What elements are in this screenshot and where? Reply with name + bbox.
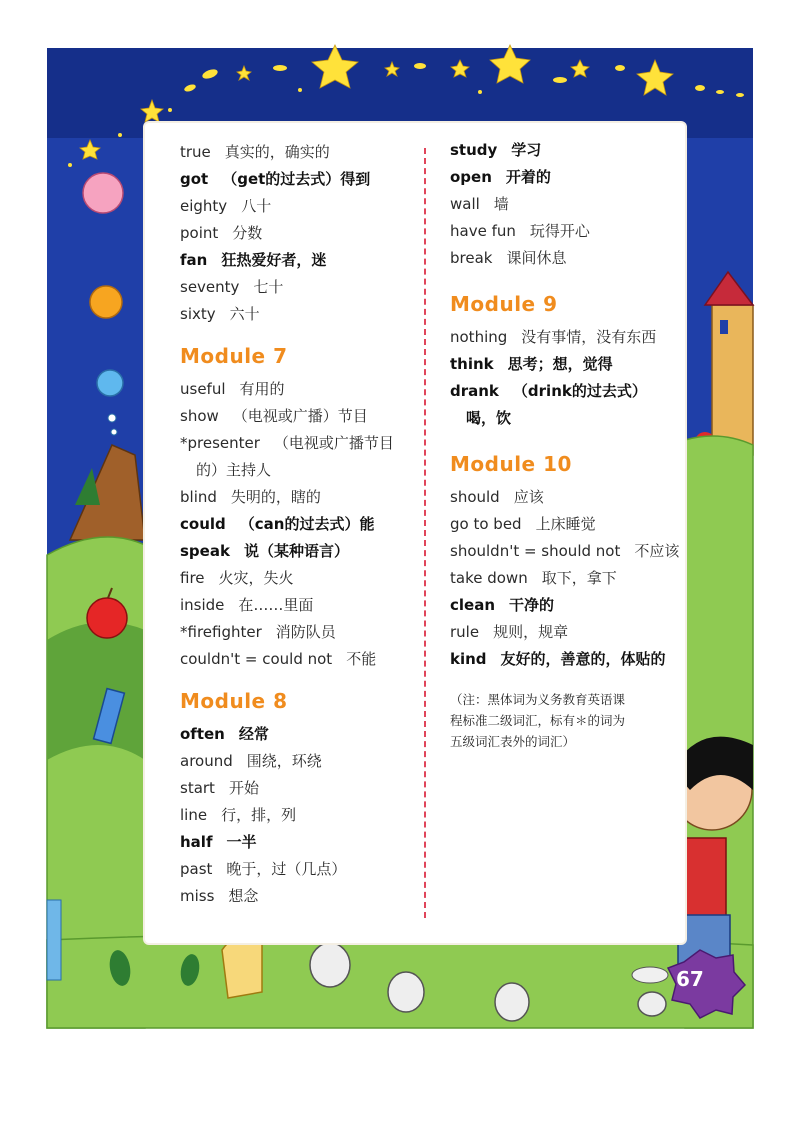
vocab-meaning: 有用的 bbox=[239, 380, 285, 398]
vocab-entry bbox=[180, 274, 420, 301]
vocab-entry bbox=[450, 619, 690, 646]
cheese-illustration bbox=[222, 934, 262, 998]
vocab-entry bbox=[450, 378, 690, 405]
vocab-entry bbox=[180, 511, 420, 538]
vocab-meaning: 学习 bbox=[511, 141, 542, 159]
vocab-word: true bbox=[180, 143, 211, 161]
vocab-entry bbox=[180, 646, 420, 673]
vocab-meaning: （drink的过去式） bbox=[512, 382, 647, 400]
vocab-meaning: 墙 bbox=[493, 195, 509, 213]
module-10-heading: Module 10 bbox=[450, 452, 572, 476]
vocab-meaning: 的）主持人 bbox=[196, 461, 272, 479]
vocab-meaning: 玩得开心 bbox=[529, 222, 590, 240]
vocab-entry bbox=[450, 565, 690, 592]
vocab-entry bbox=[180, 457, 420, 484]
vocab-word: rule bbox=[450, 623, 480, 641]
left-column bbox=[180, 139, 420, 910]
vocab-entry bbox=[450, 245, 690, 272]
vocab-entry bbox=[180, 721, 420, 748]
page-number: 67 bbox=[676, 967, 704, 991]
vocab-word: should bbox=[450, 488, 500, 506]
vocab-word: miss bbox=[180, 887, 215, 905]
apple bbox=[87, 598, 127, 638]
vocab-word: sixty bbox=[180, 305, 216, 323]
vocab-word: shouldn't = should not bbox=[450, 542, 621, 560]
vocab-word: blind bbox=[180, 488, 217, 506]
vocab-meaning: 六十 bbox=[229, 305, 260, 323]
vocab-word: seventy bbox=[180, 278, 240, 296]
vocab-entry bbox=[180, 565, 420, 592]
footnote-line: （注：黑体词为义务教育英语课 bbox=[450, 692, 626, 707]
footnote-line: 五级词汇表外的词汇） bbox=[450, 734, 576, 749]
vocab-meaning: 一半 bbox=[226, 833, 257, 851]
vocab-meaning: 分数 bbox=[232, 224, 263, 242]
vocab-meaning: 没有事情，没有东西 bbox=[521, 328, 657, 346]
vocab-meaning: 围绕，环绕 bbox=[246, 752, 322, 770]
vocab-meaning: 规则，规章 bbox=[493, 623, 569, 641]
vocab-entry bbox=[450, 351, 690, 378]
footnote bbox=[450, 689, 690, 752]
vocab-meaning: 应该 bbox=[513, 488, 544, 506]
vocab-word: couldn't = could not bbox=[180, 650, 333, 668]
vocab-entry bbox=[450, 646, 690, 673]
vocab-word: eighty bbox=[180, 197, 228, 215]
vocab-entry bbox=[180, 829, 420, 856]
vocab-meaning: 干净的 bbox=[509, 596, 555, 614]
vocab-meaning: 上床睡觉 bbox=[535, 515, 596, 533]
vocab-meaning: 课间休息 bbox=[506, 249, 567, 267]
vocab-word: show bbox=[180, 407, 219, 425]
vocab-meaning: 消防队员 bbox=[275, 623, 336, 641]
vocab-entry bbox=[180, 538, 420, 565]
vocab-meaning: 不应该 bbox=[634, 542, 680, 560]
vocab-meaning: 思考；想，觉得 bbox=[507, 355, 613, 373]
vocab-meaning: 行，排，列 bbox=[221, 806, 297, 824]
vocab-entry bbox=[180, 592, 420, 619]
vocab-meaning: 八十 bbox=[241, 197, 272, 215]
vocab-meaning: 想念 bbox=[228, 887, 259, 905]
vocab-meaning: 在……里面 bbox=[238, 596, 314, 614]
column-divider bbox=[424, 148, 426, 918]
vocab-entry bbox=[180, 619, 420, 646]
vocab-entry bbox=[450, 191, 690, 218]
vocab-meaning: 开始 bbox=[228, 779, 259, 797]
vocab-word: wall bbox=[450, 195, 480, 213]
vocab-word: nothing bbox=[450, 328, 508, 346]
vocab-word: could bbox=[180, 515, 226, 533]
vocab-word: past bbox=[180, 860, 213, 878]
vocab-meaning: （电视或广播节目 bbox=[273, 434, 394, 452]
vocab-entry bbox=[180, 220, 420, 247]
vocab-meaning: 失明的，瞎的 bbox=[230, 488, 321, 506]
vocab-entry bbox=[450, 511, 690, 538]
vocab-meaning: 经常 bbox=[238, 725, 269, 743]
module-7-entries bbox=[180, 376, 420, 673]
vocab-word: take down bbox=[450, 569, 528, 587]
vocab-word: clean bbox=[450, 596, 496, 614]
vocab-word: go to bed bbox=[450, 515, 522, 533]
vocab-meaning: （get的过去式）得到 bbox=[222, 170, 371, 188]
module-7-heading: Module 7 bbox=[180, 344, 288, 368]
module-8-entries bbox=[180, 721, 420, 910]
vocab-meaning: 开着的 bbox=[505, 168, 551, 186]
module-10-entries bbox=[450, 484, 690, 673]
vocab-entry bbox=[180, 193, 420, 220]
vocab-entry bbox=[450, 592, 690, 619]
castle-tower bbox=[705, 272, 753, 455]
vocab-meaning: （can的过去式）能 bbox=[239, 515, 375, 533]
vocab-word: kind bbox=[450, 650, 487, 668]
vocab-entry bbox=[450, 538, 690, 565]
vocab-word: *presenter bbox=[180, 434, 260, 452]
vocab-entry bbox=[450, 164, 690, 191]
vocab-entry bbox=[180, 484, 420, 511]
vocab-entry bbox=[180, 883, 420, 910]
vocab-word: useful bbox=[180, 380, 226, 398]
vocab-meaning: 说（某种语言） bbox=[243, 542, 349, 560]
vocab-entry bbox=[180, 139, 420, 166]
vocab-word: fan bbox=[180, 251, 208, 269]
vocab-entry bbox=[180, 748, 420, 775]
vocab-word: line bbox=[180, 806, 208, 824]
vocab-meaning: 喝，饮 bbox=[466, 409, 512, 427]
vocab-meaning: 友好的，善意的，体贴的 bbox=[500, 650, 666, 668]
vocab-meaning: 火灾，失火 bbox=[218, 569, 294, 587]
vocab-meaning: （电视或广播）节目 bbox=[232, 407, 368, 425]
vocab-word: study bbox=[450, 141, 498, 159]
vocab-word: around bbox=[180, 752, 233, 770]
vocab-word: start bbox=[180, 779, 215, 797]
vocab-entry bbox=[180, 403, 420, 430]
right-column bbox=[450, 137, 690, 752]
left-top-entries bbox=[180, 139, 420, 328]
vocab-entry bbox=[450, 324, 690, 351]
vocab-meaning: 不能 bbox=[346, 650, 377, 668]
vocab-meaning: 真实的，确实的 bbox=[224, 143, 330, 161]
vocab-entry bbox=[180, 376, 420, 403]
vocab-meaning: 七十 bbox=[253, 278, 284, 296]
vocab-word: drank bbox=[450, 382, 499, 400]
footnote-line: 程标准二级词汇，标有＊的词为 bbox=[450, 713, 626, 728]
vocab-word: inside bbox=[180, 596, 225, 614]
vocab-word: *firefighter bbox=[180, 623, 262, 641]
vocab-entry bbox=[180, 166, 420, 193]
vocab-entry bbox=[180, 856, 420, 883]
vocab-entry bbox=[180, 247, 420, 274]
vocab-word: point bbox=[180, 224, 219, 242]
vocab-entry bbox=[180, 775, 420, 802]
vocab-entry bbox=[450, 218, 690, 245]
vocab-word: fire bbox=[180, 569, 205, 587]
vocab-entry bbox=[180, 430, 420, 457]
vocab-entry bbox=[180, 802, 420, 829]
vocab-meaning: 狂热爱好者，迷 bbox=[221, 251, 327, 269]
module-8-heading: Module 8 bbox=[180, 689, 288, 713]
right-top-entries bbox=[450, 137, 690, 272]
vocab-meaning: 晚于，过（几点） bbox=[226, 860, 347, 878]
vocab-word: speak bbox=[180, 542, 230, 560]
vocab-word: often bbox=[180, 725, 225, 743]
vocab-entry bbox=[450, 405, 690, 432]
vocab-word: open bbox=[450, 168, 492, 186]
vocab-entry bbox=[450, 137, 690, 164]
module-9-entries bbox=[450, 324, 690, 432]
vocab-entry bbox=[450, 484, 690, 511]
vocab-word: got bbox=[180, 170, 209, 188]
vocab-entry bbox=[180, 301, 420, 328]
vocab-word: have fun bbox=[450, 222, 516, 240]
vocab-word: break bbox=[450, 249, 493, 267]
module-9-heading: Module 9 bbox=[450, 292, 558, 316]
vocab-meaning: 取下，拿下 bbox=[541, 569, 617, 587]
vocab-word: half bbox=[180, 833, 213, 851]
vocab-word: think bbox=[450, 355, 494, 373]
